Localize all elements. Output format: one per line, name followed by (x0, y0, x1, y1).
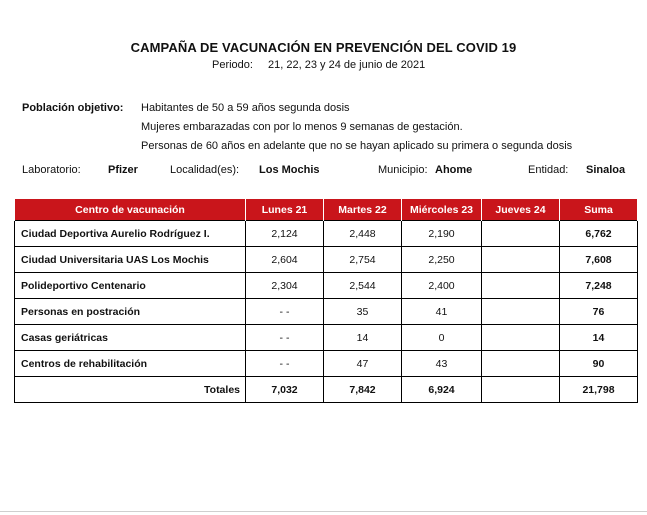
center-name: Ciudad Universitaria UAS Los Mochis (15, 247, 246, 273)
table-row (15, 221, 638, 247)
table-cell: - - (246, 325, 324, 351)
table-cell: 35 (324, 299, 402, 325)
table-cell (482, 247, 560, 273)
table-cell: 2,190 (402, 221, 482, 247)
document-title: CAMPAÑA DE VACUNACIÓN EN PREVENCIÓN DEL COVID 19 (130, 40, 517, 55)
column-header: Centro de vacunación (15, 199, 246, 221)
total-cell: 7,032 (246, 377, 324, 403)
column-header: Suma (560, 199, 638, 221)
locality-value: Los Mochis (259, 164, 320, 176)
totals-label: Totales (15, 377, 246, 403)
row-sum: 7,608 (560, 247, 638, 273)
table-cell: 2,124 (246, 221, 324, 247)
totals-row (15, 377, 638, 403)
table-cell: 41 (402, 299, 482, 325)
table-row (15, 273, 638, 299)
center-name: Ciudad Deportiva Aurelio Rodríguez I. (15, 221, 246, 247)
table-cell: 0 (402, 325, 482, 351)
table-header-row (15, 199, 638, 221)
table-cell: 47 (324, 351, 402, 377)
total-cell: 7,842 (324, 377, 402, 403)
table-cell (482, 351, 560, 377)
row-sum: 14 (560, 325, 638, 351)
row-sum: 6,762 (560, 221, 638, 247)
table-cell: 2,604 (246, 247, 324, 273)
table-cell: 2,304 (246, 273, 324, 299)
locality-label: Localidad(es): (170, 164, 240, 176)
column-header: Jueves 24 (482, 199, 560, 221)
table-cell: - - (246, 299, 324, 325)
table-cell (482, 273, 560, 299)
vaccination-table (14, 199, 638, 403)
table-row (15, 299, 638, 325)
entity-label: Entidad: (528, 164, 569, 176)
center-name: Polideportivo Centenario (15, 273, 246, 299)
table-row (15, 247, 638, 273)
lab-value: Pfizer (108, 164, 138, 176)
period-line (212, 59, 425, 71)
table-cell: 2,754 (324, 247, 402, 273)
municipality-label: Municipio: (378, 164, 428, 176)
table-cell: 2,544 (324, 273, 402, 299)
table-cell: 2,250 (402, 247, 482, 273)
municipality-value: Ahome (435, 164, 473, 176)
period-value: 21, 22, 23 y 24 de junio de 2021 (268, 59, 426, 71)
table-cell: 43 (402, 351, 482, 377)
center-name: Casas geriátricas (15, 325, 246, 351)
column-header: Miércoles 23 (402, 199, 482, 221)
column-header: Martes 22 (324, 199, 402, 221)
population-line: Habitantes de 50 a 59 años segunda dosis (141, 102, 350, 114)
table-cell: 2,448 (324, 221, 402, 247)
table-cell: 14 (324, 325, 402, 351)
center-name: Centros de rehabilitación (15, 351, 246, 377)
table-cell (482, 221, 560, 247)
table-cell (482, 299, 560, 325)
table-cell (482, 325, 560, 351)
table-row (15, 351, 638, 377)
lab-label: Laboratorio: (22, 164, 81, 176)
row-sum: 76 (560, 299, 638, 325)
table-cell: - - (246, 351, 324, 377)
row-sum: 7,248 (560, 273, 638, 299)
population-label: Población objetivo: (22, 102, 124, 114)
population-line: Mujeres embarazadas con por lo menos 9 semanas de gestación. (141, 121, 463, 133)
grand-total: 21,798 (560, 377, 638, 403)
table-row (15, 325, 638, 351)
entity-value: Sinaloa (586, 164, 626, 176)
population-line: Personas de 60 años en adelante que no se hayan aplicado su primera o segunda dosis (141, 140, 573, 152)
total-cell (482, 377, 560, 403)
page-edge-divider (0, 511, 647, 512)
period-label: Periodo: (212, 59, 253, 71)
table-cell: 2,400 (402, 273, 482, 299)
total-cell: 6,924 (402, 377, 482, 403)
row-sum: 90 (560, 351, 638, 377)
center-name: Personas en postración (15, 299, 246, 325)
column-header: Lunes 21 (246, 199, 324, 221)
